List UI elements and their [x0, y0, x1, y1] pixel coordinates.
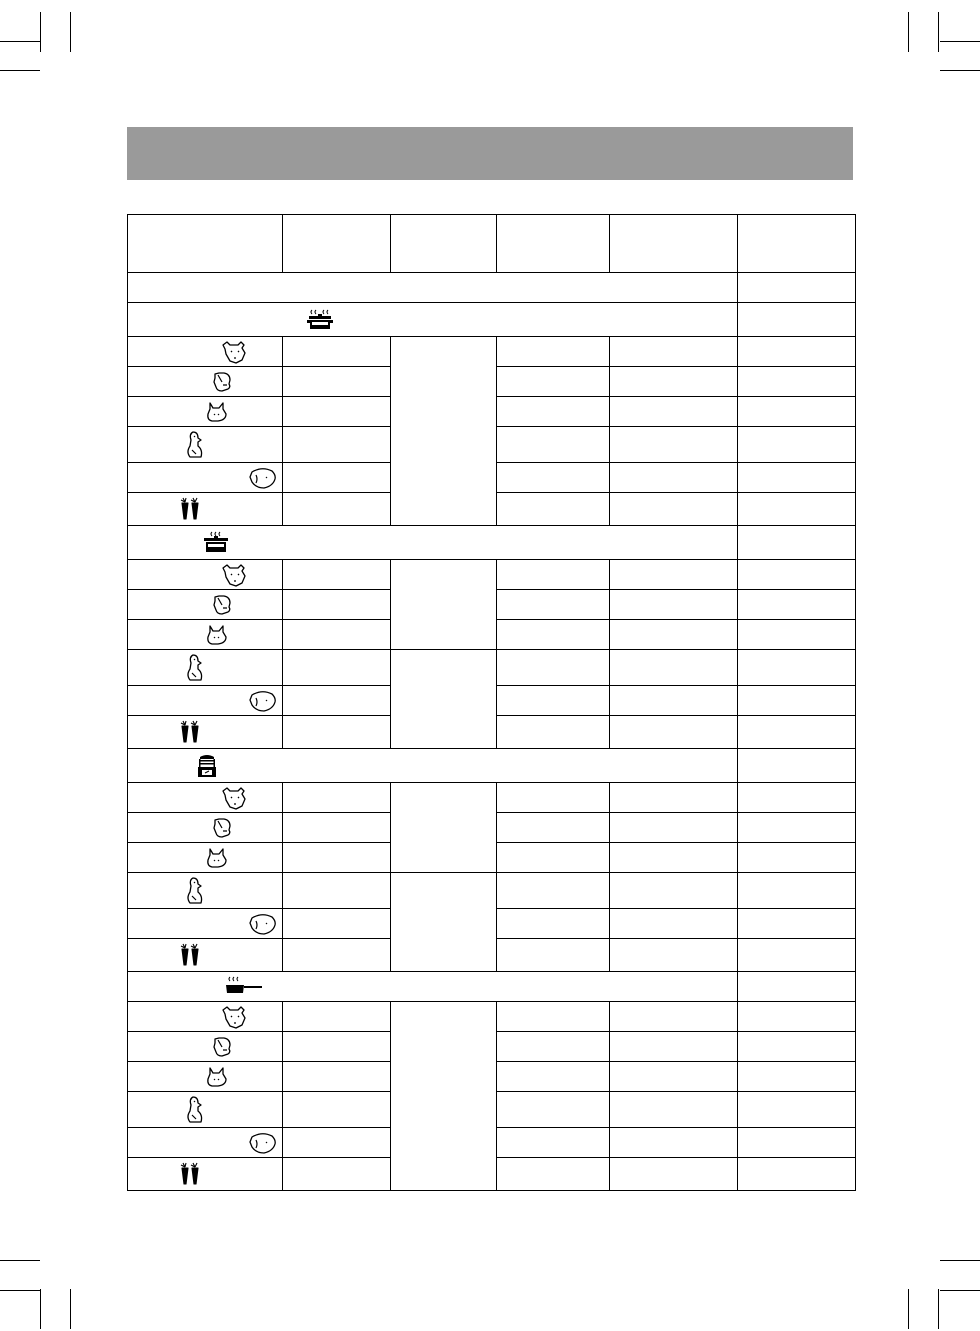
crop-mark — [908, 12, 909, 52]
cooking-mode-cell — [128, 303, 738, 337]
table-cell — [497, 813, 610, 843]
food-cell — [128, 909, 283, 939]
food-cell — [128, 590, 283, 620]
food-cell — [128, 337, 283, 367]
food-row — [128, 560, 856, 590]
table-cell — [738, 909, 856, 939]
table-cell — [497, 560, 610, 590]
beef-icon — [220, 339, 248, 365]
merged-cell — [391, 650, 497, 749]
table-cell — [738, 427, 856, 463]
table-cell — [738, 939, 856, 972]
food-cell — [128, 1002, 283, 1032]
food-cell — [128, 813, 283, 843]
table-cell — [738, 813, 856, 843]
food-cell — [128, 1062, 283, 1092]
column-header — [738, 215, 856, 273]
table-cell — [738, 337, 856, 367]
cooking-mode-row — [128, 303, 856, 337]
table-cell — [283, 716, 391, 749]
table-cell — [738, 650, 856, 686]
stew-pot-icon — [202, 531, 230, 555]
table-cell — [738, 716, 856, 749]
beef-icon — [220, 785, 248, 811]
food-cell — [128, 783, 283, 813]
crop-mark — [0, 41, 40, 42]
table-cell — [738, 686, 856, 716]
column-header — [283, 215, 391, 273]
table-cell — [283, 427, 391, 463]
cooking-mode-last-cell — [738, 972, 856, 1002]
table-cell — [283, 1128, 391, 1158]
table-cell — [610, 1032, 738, 1062]
cooking-mode-cell — [128, 749, 738, 783]
steam-pot-icon — [306, 308, 334, 332]
table-cell — [497, 493, 610, 526]
crop-mark — [40, 12, 41, 52]
general-row-cell — [128, 273, 738, 303]
food-cell — [128, 686, 283, 716]
table-cell — [738, 1002, 856, 1032]
cooking-mode-row — [128, 526, 856, 560]
food-row — [128, 650, 856, 686]
crop-mark — [940, 41, 980, 42]
food-cell — [128, 1128, 283, 1158]
cooking-mode-row — [128, 972, 856, 1002]
table-cell — [283, 463, 391, 493]
lamb-icon — [204, 846, 228, 870]
table-cell — [283, 367, 391, 397]
table-cell — [738, 1032, 856, 1062]
table-cell — [610, 397, 738, 427]
chicken-icon — [184, 876, 206, 906]
merged-cell — [391, 337, 497, 526]
table-cell — [610, 716, 738, 749]
crop-mark — [938, 12, 939, 52]
column-header — [391, 215, 497, 273]
table-cell — [610, 939, 738, 972]
table-cell — [610, 493, 738, 526]
cooking-table — [127, 214, 856, 1191]
lamb-icon — [204, 400, 228, 424]
table-cell — [738, 1062, 856, 1092]
crop-mark — [938, 1289, 939, 1329]
vegetables-icon — [178, 719, 202, 745]
table-cell — [283, 686, 391, 716]
table-cell — [283, 909, 391, 939]
fish-icon — [248, 911, 278, 937]
crop-mark — [940, 70, 980, 71]
pork-icon — [210, 370, 234, 394]
food-cell — [128, 397, 283, 427]
table-cell — [610, 1062, 738, 1092]
table-cell — [497, 367, 610, 397]
table-cell — [283, 1158, 391, 1191]
crop-mark — [0, 1290, 40, 1291]
table-cell — [610, 1092, 738, 1128]
merged-cell — [391, 1002, 497, 1191]
table-cell — [738, 1092, 856, 1128]
crop-mark — [0, 1260, 40, 1261]
cooking-mode-last-cell — [738, 526, 856, 560]
table-cell — [497, 783, 610, 813]
chicken-icon — [184, 1095, 206, 1125]
merged-cell — [391, 560, 497, 650]
food-cell — [128, 620, 283, 650]
crop-mark — [940, 1290, 980, 1291]
table-cell — [283, 1092, 391, 1128]
table-cell — [283, 590, 391, 620]
lamb-icon — [204, 1065, 228, 1089]
table-cell — [738, 463, 856, 493]
vegetables-icon — [178, 1161, 202, 1187]
food-cell — [128, 463, 283, 493]
table-cell — [610, 650, 738, 686]
chicken-icon — [184, 430, 206, 460]
food-cell — [128, 1032, 283, 1062]
table-cell — [283, 337, 391, 367]
crop-mark — [940, 1260, 980, 1261]
table-cell — [283, 939, 391, 972]
table-cell — [610, 686, 738, 716]
merged-cell — [391, 873, 497, 972]
table-cell — [497, 716, 610, 749]
food-cell — [128, 716, 283, 749]
table-cell — [738, 783, 856, 813]
table-cell — [283, 813, 391, 843]
table-cell — [283, 650, 391, 686]
crop-mark — [0, 70, 40, 71]
vegetables-icon — [178, 942, 202, 968]
column-header — [497, 215, 610, 273]
fish-icon — [248, 688, 278, 714]
table-cell — [497, 909, 610, 939]
table-cell — [610, 783, 738, 813]
crop-mark — [908, 1289, 909, 1329]
table-row — [128, 273, 856, 303]
table-cell — [497, 939, 610, 972]
table-cell — [497, 463, 610, 493]
table-cell — [610, 1158, 738, 1191]
cooking-mode-row — [128, 749, 856, 783]
table-cell — [497, 337, 610, 367]
table-cell — [610, 337, 738, 367]
table-cell — [610, 560, 738, 590]
table-cell — [738, 1128, 856, 1158]
cooking-mode-last-cell — [738, 303, 856, 337]
table-cell — [497, 686, 610, 716]
column-header — [128, 215, 283, 273]
food-row — [128, 783, 856, 813]
table-cell — [283, 560, 391, 590]
lamb-icon — [204, 623, 228, 647]
food-cell — [128, 560, 283, 590]
merged-cell — [391, 783, 497, 873]
table-cell — [283, 620, 391, 650]
table-cell — [738, 1158, 856, 1191]
table-cell — [610, 620, 738, 650]
table-cell — [283, 783, 391, 813]
section-header-bar — [127, 127, 853, 180]
food-cell — [128, 427, 283, 463]
food-cell — [128, 1158, 283, 1191]
table-cell — [497, 843, 610, 873]
table-cell — [738, 493, 856, 526]
food-cell — [128, 1092, 283, 1128]
table-cell — [738, 843, 856, 873]
table-cell — [497, 873, 610, 909]
frying-pan-icon — [224, 976, 264, 998]
table-cell — [497, 650, 610, 686]
table-cell — [610, 909, 738, 939]
table-cell — [283, 397, 391, 427]
general-row-last-cell — [738, 273, 856, 303]
crop-mark — [70, 12, 71, 52]
table-header-row — [128, 215, 856, 273]
table-cell — [283, 1062, 391, 1092]
food-row — [128, 1002, 856, 1032]
cooking-mode-last-cell — [738, 749, 856, 783]
table-cell — [497, 620, 610, 650]
vegetables-icon — [178, 496, 202, 522]
pork-icon — [210, 816, 234, 840]
fish-icon — [248, 1130, 278, 1156]
table-cell — [610, 1002, 738, 1032]
crop-mark — [40, 1289, 41, 1329]
table-cell — [283, 873, 391, 909]
cooking-mode-cell — [128, 526, 738, 560]
table-cell — [610, 367, 738, 397]
table-cell — [283, 843, 391, 873]
table-cell — [497, 1158, 610, 1191]
table-cell — [610, 590, 738, 620]
food-row — [128, 873, 856, 909]
food-cell — [128, 939, 283, 972]
food-row — [128, 337, 856, 367]
table-cell — [610, 843, 738, 873]
table-cell — [738, 590, 856, 620]
table-cell — [610, 873, 738, 909]
table-cell — [738, 367, 856, 397]
column-header — [610, 215, 738, 273]
table-cell — [610, 1128, 738, 1158]
table-cell — [497, 1002, 610, 1032]
table-cell — [738, 620, 856, 650]
table-cell — [497, 590, 610, 620]
beef-icon — [220, 562, 248, 588]
chicken-icon — [184, 653, 206, 683]
steamer-icon — [196, 753, 218, 779]
table-cell — [610, 427, 738, 463]
table-cell — [497, 1128, 610, 1158]
beef-icon — [220, 1004, 248, 1030]
food-cell — [128, 367, 283, 397]
table-cell — [497, 427, 610, 463]
food-cell — [128, 873, 283, 909]
table-cell — [497, 1062, 610, 1092]
pork-icon — [210, 1035, 234, 1059]
table-cell — [283, 1032, 391, 1062]
food-cell — [128, 650, 283, 686]
table-cell — [610, 813, 738, 843]
table-cell — [738, 873, 856, 909]
cooking-mode-cell — [128, 972, 738, 1002]
table-cell — [497, 397, 610, 427]
food-cell — [128, 843, 283, 873]
table-cell — [610, 463, 738, 493]
table-cell — [283, 493, 391, 526]
table-cell — [283, 1002, 391, 1032]
food-cell — [128, 493, 283, 526]
table-cell — [497, 1092, 610, 1128]
fish-icon — [248, 465, 278, 491]
table-cell — [497, 1032, 610, 1062]
table-cell — [738, 560, 856, 590]
table-cell — [738, 397, 856, 427]
crop-mark — [70, 1289, 71, 1329]
pork-icon — [210, 593, 234, 617]
